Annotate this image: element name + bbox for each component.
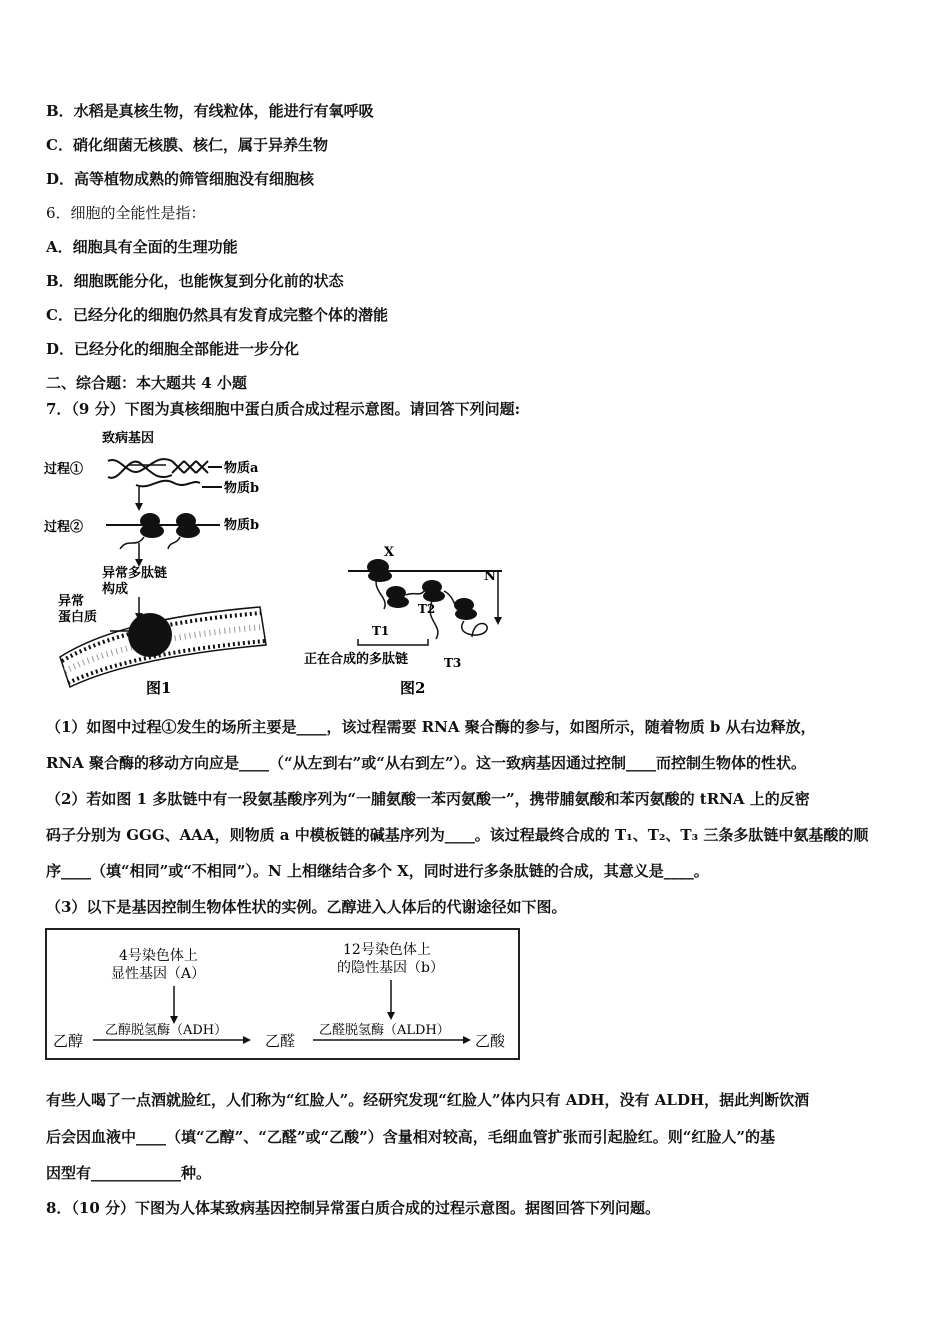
enzyme1-label: 乙醇脱氢酶（ADH） (105, 1023, 228, 1038)
t3-label: T3 (444, 656, 462, 670)
q7-stem: 7．（9 分）下图为真核细胞中蛋白质合成过程示意图。请回答下列问题: (46, 400, 521, 418)
dna-helix (108, 459, 208, 486)
abnormal-chain-label-2: 构成 (102, 582, 129, 597)
substance-b-label-1: 物质b (224, 481, 260, 496)
enzyme2-label: 乙醛脱氢酶（ALDH） (319, 1023, 450, 1038)
q6-option-a: A．细胞具有全面的生理功能 (46, 238, 238, 256)
q7-figures (40, 425, 560, 700)
n-label: N (484, 569, 496, 584)
abnormal-chain-label-1: 异常多肽链 (102, 566, 168, 581)
fig1-caption: 图1 (146, 679, 172, 697)
q8-stem: 8．（10 分）下图为人体某致病基因控制异常蛋白质合成的过程示意图。据图回答下列问题。 (46, 1199, 661, 1217)
gene-a-label-1: 4号染色体上 (119, 948, 198, 964)
q7-part3-line4: 因型有____________种。 (46, 1164, 212, 1182)
q5-option-b: B．水稻是真核生物，有线粒体，能进行有氧呼吸 (46, 102, 374, 120)
t2-label: T2 (418, 602, 436, 616)
q5-option-c: C．硝化细菌无核膜、核仁，属于异养生物 (46, 136, 328, 154)
q7-part2-line2: 码子分别为 GGG、AAA，则物质 a 中模板链的碱基序列为____。该过程最终合成的 T₁、T₂、T₃ 三条多肽链中氨基酸的顺 (46, 826, 869, 844)
q6-stem: 6．细胞的全能性是指： (46, 204, 206, 222)
gene-b-label-1: 12号染色体上 (343, 942, 431, 958)
q7-part1-line2: RNA 聚合酶的移动方向应是____（“从左到右”或“从右到左”）。这一致病基因通过控制____而控制生物体的性状。 (46, 754, 807, 772)
fig2-caption: 图2 (400, 679, 426, 697)
q7-part2-line3: 序____（填“相同”或“不相同”）。N 上相继结合多个 X，同时进行多条肽链的合成，其意义是____。 (46, 862, 709, 880)
substance-b-label-2: 物质b (224, 518, 260, 533)
q5-option-d: D．高等植物成熟的筛管细胞没有细胞核 (46, 170, 315, 188)
x-label: X (384, 545, 395, 560)
process2-label: 过程② (44, 520, 84, 535)
q7-part3-line2: 有些人喝了一点酒就脸红，人们称为“红脸人”。经研究发现“红脸人”体内只有 ADH，没有 ALDH，据此判断饮酒 (46, 1091, 810, 1109)
gene-b-label-2: 的隐性基因（b） (337, 960, 444, 976)
gene-a-label-2: 显性基因（A） (111, 966, 206, 982)
q7-part3-line1: （3）以下是基因控制生物体性状的实例。乙醇进入人体后的代谢途径如下图。 (46, 898, 567, 916)
section-title: 二、综合题：本大题共 4 小题 (46, 374, 247, 392)
substance-a-label: 物质a (224, 461, 259, 476)
q7-part1-line1: （1）如图中过程①发生的场所主要是____，该过程需要 RNA 聚合酶的参与，如图所示，随着物质 b 从右边释放， (46, 718, 816, 736)
q6-option-c: C．已经分化的细胞仍然具有发育成完整个体的潜能 (46, 306, 388, 324)
acetaldehyde-label: 乙醛 (265, 1032, 296, 1050)
ribosome-2a (386, 586, 409, 608)
chain-label: 正在合成的多肽链 (304, 652, 409, 667)
process1-label: 过程① (44, 462, 84, 477)
ethanol-label: 乙醇 (53, 1032, 84, 1050)
abnormal-protein-label-1: 异常 (58, 594, 85, 609)
gene-label: 致病基因 (102, 431, 155, 446)
abnormal-protein-label-2: 蛋白质 (58, 610, 98, 625)
q7-part2-line1: （2）若如图 1 多肽链中有一段氨基酸序列为“一脯氨酸一苯丙氨酸一”，携带脯氨酸和苯丙氨酸的 tRNA 上的反密 (46, 790, 810, 808)
q7-part3-line3: 后会因血液中____（填“乙醇”、“乙醛”或“乙酸”）含量相对较高，毛细血管扩张而引起脸红。则“红脸人”的基 (46, 1128, 776, 1146)
ribosome-2c (454, 598, 477, 620)
ribosome-2b (422, 580, 445, 602)
t1-label: T1 (372, 624, 390, 638)
metabolic-pathway-diagram (45, 928, 520, 1060)
abnormal-protein-blob (128, 613, 172, 657)
q6-option-d: D．已经分化的细胞全部能进一步分化 (46, 340, 300, 358)
acetic-acid-label: 乙酸 (475, 1032, 506, 1050)
q6-option-b: B．细胞既能分化，也能恢复到分化前的状态 (46, 272, 344, 290)
